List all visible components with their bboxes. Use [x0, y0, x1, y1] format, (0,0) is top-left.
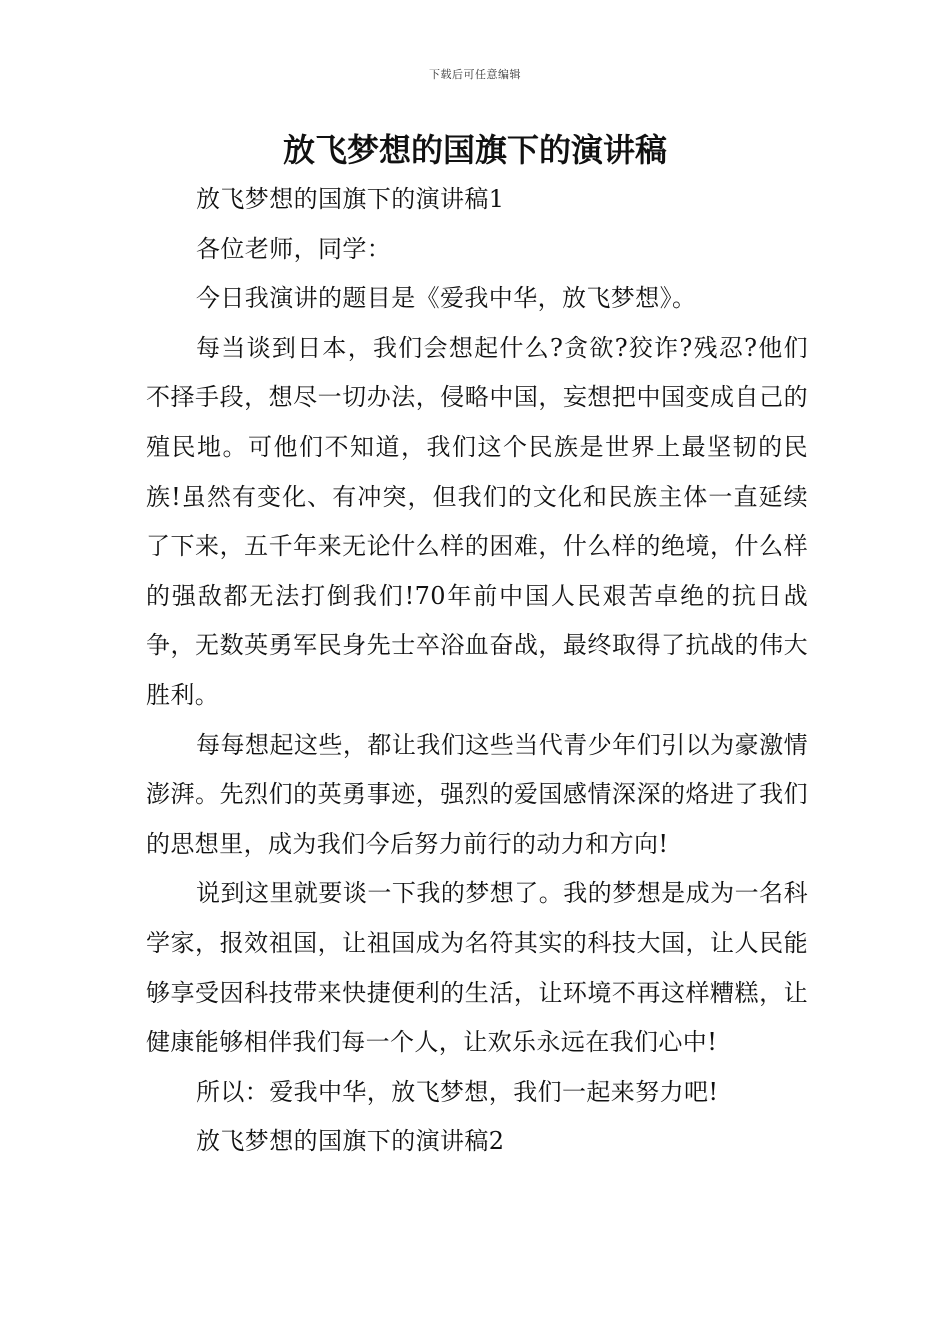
paragraph-topic: 今日我演讲的题目是《爱我中华，放飞梦想》。 [196, 284, 697, 313]
paragraph-reflection: 每每想起这些，都让我们这些当代青少年们引以为豪激情澎湃。先烈们的英勇事迹，强烈的爱国感情深深的烙进了我们的思想里，成为我们今后努力前行的动力和方向! [146, 730, 808, 858]
page-header-note: 下载后可任意编辑 [429, 68, 521, 81]
section-heading-1: 放飞梦想的国旗下的演讲稿1 [196, 185, 505, 213]
document-title: 放飞梦想的国旗下的演讲稿 [282, 131, 667, 169]
paragraph-history: 每当谈到日本，我们会想起什么?贪欲?狡诈?残忍?他们不择手段，想尽一切办法，侵略中国，妄想把中国变成自己的殖民地。可他们不知道，我们这个民族是世界上最坚韧的民族!虽然有变化、有冲突，但我们的文化和民族主体一直延续了下来，五千年来无论什么样的困难，什么样的绝境，什么样的强敌都无法打倒我们!70年前中国人民艰苦卓绝的抗日战争，无数英勇军民身先士卒浴血奋战，最终取得了抗战的伟大胜利。 [146, 333, 808, 709]
salutation: 各位老师，同学： [196, 234, 392, 263]
document-body [146, 175, 808, 1167]
section-heading-2: 放飞梦想的国旗下的演讲稿2 [196, 1127, 505, 1156]
paragraph-dream: 说到这里就要谈一下我的梦想了。我的梦想是成为一名科学家，报效祖国，让祖国成为名符其实的科技大国，让人民能够享受因科技带来快捷便利的生活，让环境不再这样糟糕，让健康能够相伴我们每一个人，让欢乐永远在我们心中! [146, 879, 808, 1057]
paragraph-closing: 所以：爱我中华，放飞梦想，我们一起来努力吧! [196, 1077, 719, 1106]
